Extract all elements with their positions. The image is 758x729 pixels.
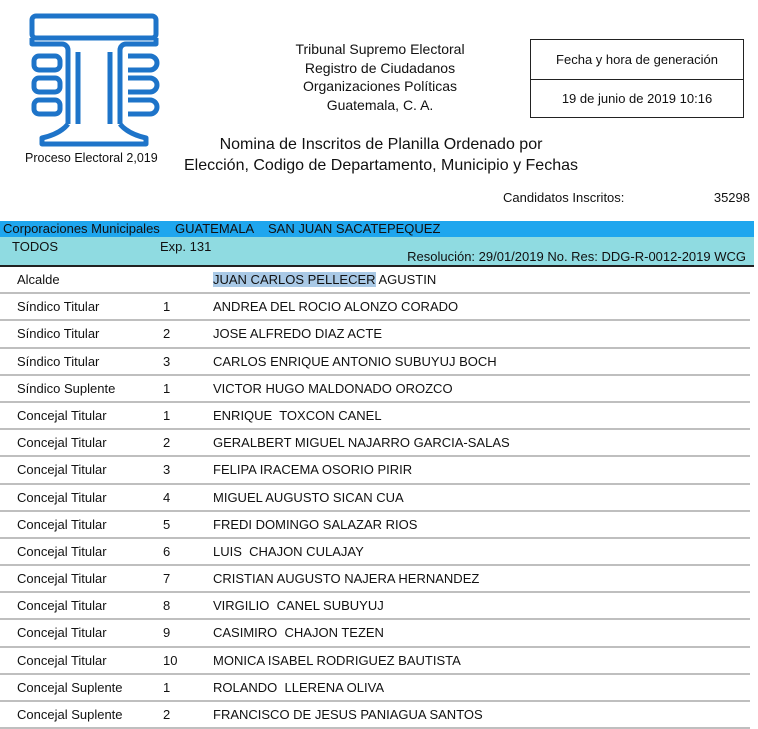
candidate-name: [213, 272, 436, 287]
candidate-name-text: LUIS CHAJON CULAJAY: [213, 543, 364, 559]
candidate-name: [213, 408, 382, 423]
table-row: [0, 539, 750, 566]
candidate-name-text: CRISTIAN AUGUSTO NAJERA HERNANDEZ: [213, 571, 480, 587]
candidate-name-text: CARLOS ENRIQUE ANTONIO SUBUYUJ BOCH: [213, 353, 497, 369]
selected-text: JUAN CARLOS PELLECER: [213, 272, 376, 287]
candidate-role: Concejal Titular: [17, 462, 107, 478]
candidate-name: [213, 680, 384, 695]
candidate-role: Concejal Titular: [17, 625, 107, 641]
table-row: [0, 267, 750, 294]
candidatos-inscritos-value: 35298: [713, 190, 750, 205]
table-row: [0, 566, 750, 593]
organization-block: [270, 40, 490, 114]
candidate-position: 4: [163, 489, 171, 505]
candidate-name: [213, 707, 483, 722]
candidate-name-text: JOSE ALFREDO DIAZ ACTE: [213, 326, 383, 342]
candidate-name-text: MONICA ISABEL RODRIGUEZ BAUTISTA: [213, 652, 461, 668]
candidate-position: 1: [163, 380, 171, 396]
candidate-position: 6: [163, 543, 171, 559]
proceso-electoral: Proceso Electoral 2,019: [25, 151, 158, 165]
generation-value: 19 de junio de 2019 10:16: [531, 79, 743, 119]
candidate-name: [213, 653, 461, 668]
table-row: [0, 485, 750, 512]
candidate-name-text: AGUSTIN: [375, 272, 437, 287]
candidate-name: [213, 299, 458, 314]
candidate-name: [213, 598, 384, 613]
org-line: Guatemala, C. A.: [326, 96, 434, 113]
candidate-name-text: GERALBERT MIGUEL NAJARRO GARCIA-SALAS: [213, 435, 510, 451]
candidate-name-text: FELIPA IRACEMA OSORIO PIRIR: [213, 462, 413, 478]
report-title-line: Nomina de Inscritos de Planilla Ordenado por: [219, 136, 543, 153]
candidate-name-text: MIGUEL AUGUSTO SICAN CUA: [213, 489, 404, 505]
candidate-name: [213, 490, 404, 505]
candidate-name: [213, 544, 364, 559]
org-line: Tribunal Supremo Electoral: [295, 41, 465, 57]
candidate-name: [213, 354, 497, 369]
party-bar: [0, 237, 754, 267]
election-type: Corporaciones Municipales: [3, 221, 160, 236]
candidatos-inscritos-label: Candidatos Inscritos:: [503, 190, 625, 205]
candidate-position: 1: [163, 407, 171, 423]
generation-box: [530, 39, 744, 118]
table-row: [0, 648, 750, 675]
candidate-position: 9: [163, 625, 171, 641]
candidate-role: Concejal Titular: [17, 598, 107, 614]
candidate-name-text: FREDI DOMINGO SALAZAR RIOS: [213, 516, 418, 532]
candidate-position: 2: [163, 435, 171, 451]
candidate-name-text: ANDREA DEL ROCIO ALONZO CORADO: [213, 299, 459, 315]
candidate-name: [213, 326, 382, 341]
candidate-role: Síndico Suplente: [17, 380, 116, 396]
candidate-role: Concejal Suplente: [17, 679, 123, 695]
candidate-name-text: VICTOR HUGO MALDONADO OROZCO: [213, 380, 453, 396]
candidate-name-text: ROLANDO LLERENA OLIVA: [213, 679, 384, 695]
candidate-name-text: CASIMIRO CHAJON TEZEN: [213, 625, 384, 641]
table-row: [0, 512, 750, 539]
report-title: [176, 134, 586, 176]
candidate-position: 8: [163, 598, 171, 614]
candidate-position: 1: [163, 679, 171, 695]
table-row: [0, 593, 750, 620]
candidate-name: [213, 462, 412, 477]
candidate-role: Concejal Titular: [17, 516, 107, 532]
candidate-role: Concejal Titular: [17, 571, 107, 587]
candidate-position: 2: [163, 707, 171, 722]
candidate-position: 2: [163, 326, 171, 342]
candidate-role: Concejal Titular: [17, 652, 107, 668]
candidate-name-text: FRANCISCO DE JESUS PANIAGUA SANTOS: [213, 707, 483, 722]
candidate-name: [213, 625, 384, 640]
candidate-role: Concejal Titular: [17, 435, 107, 451]
candidate-role: Concejal Suplente: [17, 707, 123, 722]
candidate-position: 10: [163, 652, 178, 668]
table-row: [0, 403, 750, 430]
org-line: Organizaciones Políticas: [302, 78, 458, 94]
candidate-position: 7: [163, 571, 171, 587]
generation-label: Fecha y hora de generación: [556, 51, 718, 67]
table-row: [0, 620, 750, 647]
candidate-role: Síndico Titular: [17, 326, 100, 342]
table-row: [0, 294, 750, 321]
election-bar: [0, 221, 754, 237]
org-line: Registro de Ciudadanos: [304, 59, 456, 76]
table-row: [0, 349, 750, 376]
table-row: [0, 457, 750, 484]
expediente: Exp. 131: [160, 239, 212, 254]
report-title-line: Elección, Codigo de Departamento, Municipio y Fechas: [184, 157, 578, 174]
candidate-role: Síndico Titular: [17, 353, 100, 369]
candidate-role: Síndico Titular: [17, 299, 100, 315]
candidate-role: Concejal Titular: [17, 543, 107, 559]
table-row: [0, 376, 750, 403]
table-row: [0, 702, 750, 729]
resolucion: Resolución: 29/01/2019 No. Res: DDG-R-0012-2019 WCG: [407, 249, 746, 264]
candidate-role: Concejal Titular: [17, 489, 107, 505]
tse-logo-icon: [28, 12, 160, 148]
candidate-name-text: ENRIQUE TOXCON CANEL: [213, 407, 382, 423]
department: GUATEMALA: [175, 221, 255, 236]
table-row: [0, 321, 750, 348]
candidate-name-text: VIRGILIO CANEL SUBUYUJ: [213, 598, 384, 614]
candidate-list: [0, 267, 750, 729]
table-row: [0, 430, 750, 457]
candidate-role: Concejal Titular: [17, 407, 107, 423]
party: TODOS: [12, 239, 58, 254]
municipality: SAN JUAN SACATEPEQUEZ: [268, 221, 441, 236]
candidate-name: [213, 381, 453, 396]
candidate-position: 1: [163, 299, 171, 315]
candidate-name: [213, 435, 510, 450]
candidate-position: 3: [163, 353, 171, 369]
candidate-name: [213, 571, 479, 586]
candidate-name: [213, 517, 417, 532]
candidate-position: 3: [163, 462, 171, 478]
table-row: [0, 675, 750, 702]
candidate-position: 5: [163, 516, 171, 532]
candidate-role: Alcalde: [17, 272, 60, 287]
